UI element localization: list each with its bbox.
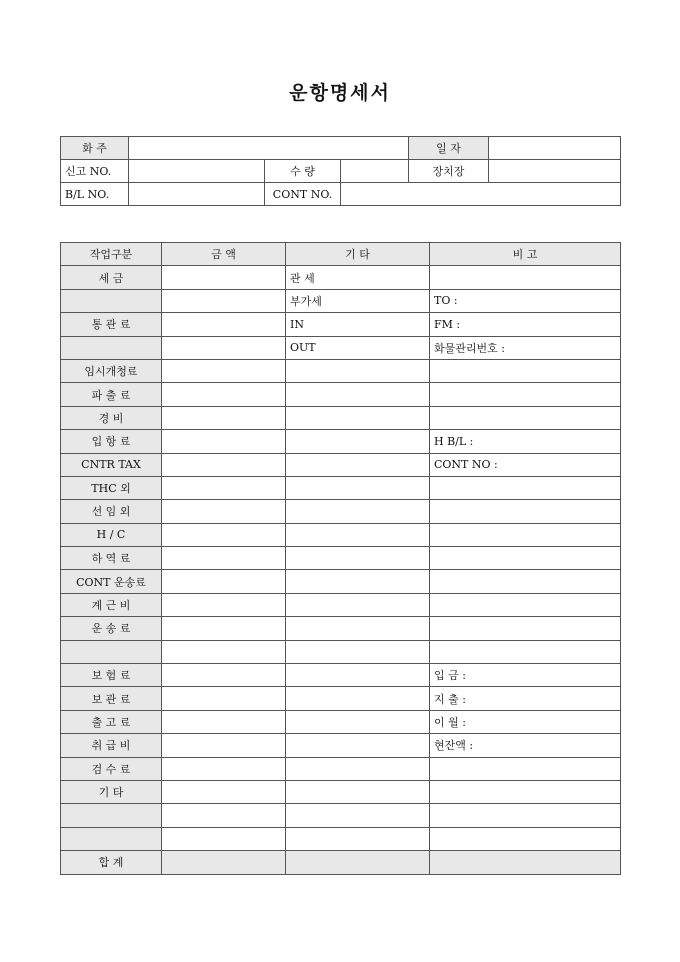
row-note [430, 780, 621, 803]
declaration-no-label: 신고 NO. [61, 160, 129, 183]
table-row [61, 593, 621, 616]
row-amount[interactable] [162, 500, 286, 523]
row-note [430, 757, 621, 780]
row-other [286, 780, 430, 803]
row-category: 계 근 비 [61, 593, 162, 616]
row-other [286, 593, 430, 616]
table-row [61, 406, 621, 429]
quantity-label: 수 량 [265, 160, 341, 183]
bl-no-label: B/L NO. [61, 183, 129, 206]
row-amount[interactable] [162, 266, 286, 289]
row-amount[interactable] [162, 430, 286, 453]
table-row [61, 383, 621, 406]
table-row [61, 547, 621, 570]
row-note: 이 월 : [430, 710, 621, 733]
storage-label: 장치장 [409, 160, 489, 183]
row-amount[interactable] [162, 827, 286, 850]
total-row [61, 851, 621, 874]
row-amount[interactable] [162, 289, 286, 312]
row-note [430, 570, 621, 593]
row-category: 취 급 비 [61, 734, 162, 757]
document-title: 운항명세서 [289, 82, 391, 104]
row-note: 지 출 : [430, 687, 621, 710]
table-row [61, 523, 621, 546]
row-category: 보 관 료 [61, 687, 162, 710]
cont-no-label: CONT NO. [265, 183, 341, 206]
row-other [286, 500, 430, 523]
quantity-field[interactable] [341, 160, 409, 183]
row-amount[interactable] [162, 593, 286, 616]
row-other [286, 547, 430, 570]
table-row [61, 289, 621, 312]
header-row-shipper [61, 137, 621, 160]
row-category: 세 금 [61, 266, 162, 289]
row-category: 임시개청료 [61, 359, 162, 382]
column-header-other: 기 타 [286, 243, 430, 266]
total-other[interactable] [286, 851, 430, 874]
total-amount[interactable] [162, 851, 286, 874]
row-other [286, 430, 430, 453]
row-amount[interactable] [162, 757, 286, 780]
row-other [286, 476, 430, 499]
row-amount[interactable] [162, 336, 286, 359]
table-row [61, 687, 621, 710]
table-row [61, 757, 621, 780]
row-category: 통 관 료 [61, 313, 162, 336]
row-other: IN [286, 313, 430, 336]
row-category: CONT 운송료 [61, 570, 162, 593]
header-table [60, 136, 621, 206]
table-row [61, 710, 621, 733]
row-note: FM : [430, 313, 621, 336]
table-row [61, 266, 621, 289]
row-other [286, 383, 430, 406]
row-other: 관 세 [286, 266, 430, 289]
date-label: 일 자 [409, 137, 489, 160]
row-note: TO : [430, 289, 621, 312]
row-note: 화물관리번호 : [430, 336, 621, 359]
table-row [61, 780, 621, 803]
table-row [61, 453, 621, 476]
row-other [286, 734, 430, 757]
row-note [430, 406, 621, 429]
row-note: 입 금 : [430, 664, 621, 687]
row-amount[interactable] [162, 313, 286, 336]
row-note [430, 266, 621, 289]
header-row-bl [61, 183, 621, 206]
row-category: CNTR TAX [61, 453, 162, 476]
row-other [286, 359, 430, 382]
row-other: OUT [286, 336, 430, 359]
row-other [286, 453, 430, 476]
cont-no-field[interactable] [341, 183, 621, 206]
row-category: 파 출 료 [61, 383, 162, 406]
main-header-row [61, 243, 621, 266]
row-category: 하 역 료 [61, 547, 162, 570]
shipper-field[interactable] [129, 137, 409, 160]
row-amount[interactable] [162, 804, 286, 827]
row-category: 기 타 [61, 780, 162, 803]
shipper-label: 화 주 [61, 137, 129, 160]
row-note [430, 523, 621, 546]
row-category: 입 항 료 [61, 430, 162, 453]
row-category: 운 송 료 [61, 617, 162, 640]
date-field[interactable] [489, 137, 621, 160]
row-amount[interactable] [162, 547, 286, 570]
row-note [430, 640, 621, 663]
row-note [430, 476, 621, 499]
row-note [430, 827, 621, 850]
row-amount[interactable] [162, 476, 286, 499]
row-note [430, 359, 621, 382]
row-other [286, 804, 430, 827]
declaration-no-field[interactable] [129, 160, 265, 183]
row-other [286, 827, 430, 850]
row-category: H / C [61, 523, 162, 546]
row-amount[interactable] [162, 780, 286, 803]
row-category: 경 비 [61, 406, 162, 429]
row-amount[interactable] [162, 687, 286, 710]
row-category: 보 험 료 [61, 664, 162, 687]
row-category [61, 289, 162, 312]
column-header-amount: 금 액 [162, 243, 286, 266]
table-row [61, 430, 621, 453]
total-label: 합 계 [61, 851, 162, 874]
row-category: 선 임 외 [61, 500, 162, 523]
row-amount[interactable] [162, 617, 286, 640]
table-row [61, 664, 621, 687]
row-amount[interactable] [162, 453, 286, 476]
row-amount[interactable] [162, 664, 286, 687]
total-note[interactable] [430, 851, 621, 874]
row-note [430, 617, 621, 640]
row-category: THC 외 [61, 476, 162, 499]
row-amount[interactable] [162, 640, 286, 663]
row-category [61, 336, 162, 359]
row-note [430, 547, 621, 570]
row-other [286, 570, 430, 593]
table-row [61, 500, 621, 523]
row-note [430, 804, 621, 827]
row-other [286, 687, 430, 710]
row-other: 부가세 [286, 289, 430, 312]
row-other [286, 664, 430, 687]
row-note [430, 383, 621, 406]
table-row [61, 804, 621, 827]
row-amount[interactable] [162, 734, 286, 757]
table-row [61, 734, 621, 757]
row-category [61, 640, 162, 663]
row-amount[interactable] [162, 383, 286, 406]
table-row [61, 476, 621, 499]
table-row [61, 827, 621, 850]
column-header-note: 비 고 [430, 243, 621, 266]
row-other [286, 406, 430, 429]
row-note: CONT NO : [430, 453, 621, 476]
row-note [430, 500, 621, 523]
row-note: H B/L : [430, 430, 621, 453]
row-other [286, 710, 430, 733]
row-note [430, 593, 621, 616]
row-category [61, 804, 162, 827]
table-row [61, 313, 621, 336]
table-row [61, 359, 621, 382]
row-other [286, 523, 430, 546]
table-row [61, 570, 621, 593]
row-other [286, 757, 430, 780]
row-category: 검 수 료 [61, 757, 162, 780]
row-amount[interactable] [162, 570, 286, 593]
row-other [286, 640, 430, 663]
row-amount[interactable] [162, 523, 286, 546]
table-row [61, 336, 621, 359]
row-amount[interactable] [162, 359, 286, 382]
header-row-declaration [61, 160, 621, 183]
row-amount[interactable] [162, 406, 286, 429]
row-note: 현잔액 : [430, 734, 621, 757]
table-row [61, 617, 621, 640]
main-table [60, 242, 621, 875]
bl-no-field[interactable] [129, 183, 265, 206]
column-header-category: 작업구분 [61, 243, 162, 266]
table-row [61, 640, 621, 663]
row-category [61, 827, 162, 850]
row-category: 출 고 료 [61, 710, 162, 733]
storage-field[interactable] [489, 160, 621, 183]
row-amount[interactable] [162, 710, 286, 733]
row-other [286, 617, 430, 640]
